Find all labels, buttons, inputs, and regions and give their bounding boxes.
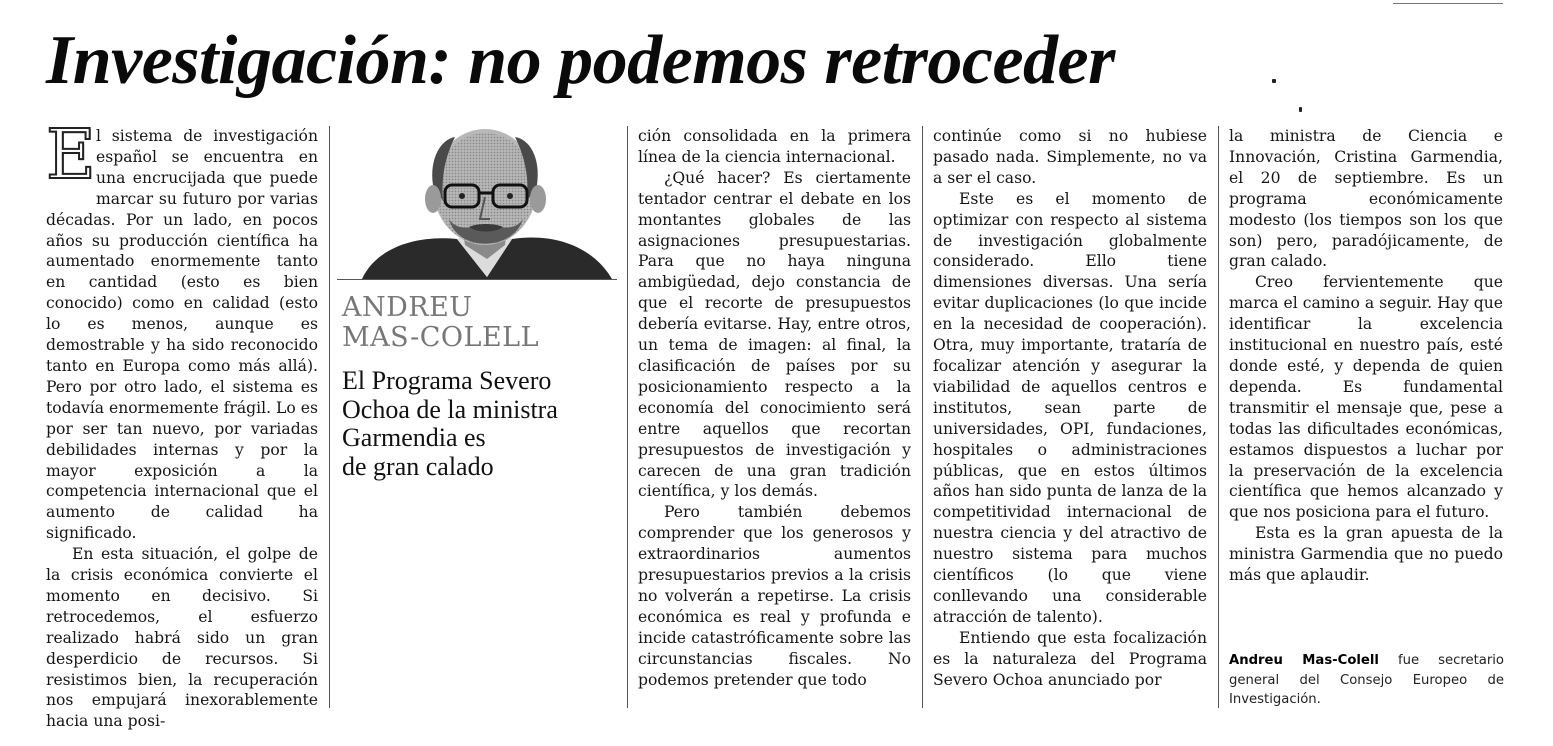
bio-text: fue secretario general del Consejo Europeo de Investigación. — [1229, 653, 1504, 707]
subhead-line: Garmendia es — [342, 423, 486, 452]
top-rule — [1393, 0, 1503, 4]
paragraph: ¿Qué hacer? Es ciertamente tentador centrar el debate en los montantes globales de las asignaciones presupuestarias. Para que no haya ninguna ambigüedad, dejo constancia de que el recorte de presupuestos debería evitarse. Hay, entre otros, un tema de imagen: al final, la clasificación de países por su posicionamiento respecto a la economía del conocimiento será entre aquellos que recortan presupuestos de investigación y carecen de una gran tradición científica, y los demás. — [638, 168, 911, 501]
headline: Investigación: no podemos retroceder — [46, 22, 1115, 99]
subhead-line: Ochoa de la ministra — [342, 394, 558, 424]
byline-first-name: ANDREU — [342, 292, 473, 323]
column-divider — [922, 126, 923, 708]
subhead-line: El Programa Severo — [342, 366, 552, 395]
print-speck — [1299, 107, 1302, 112]
author-bio — [1229, 651, 1504, 710]
article-column-3 — [638, 126, 911, 690]
paragraph-text: l sistema de investigación español se encuentra en una encrucijada que puede marcar su futuro por varias décadas. Por un lado, en pocos años su producción científica ha aumentado enormemente tanto en cantidad (esto es bien conocido) como en calidad (esto lo es menos, aunque es demostrable y ha sido reconocido tanto en Europa como más allá). Pero por otro lado, el sistema es todavía enormemente frágil. Lo es por ser tan nuevo, por variadas debilidades internas y por la mayor exposición a la competencia internacional que el aumento de calidad ha significado. — [46, 127, 318, 543]
paragraph: ción consolidada en la primera línea de la ciencia internacional. — [638, 127, 911, 166]
paragraph: Entiendo que esta focalización es la naturaleza del Programa Severo Ochoa anunciado por — [933, 628, 1207, 689]
column-divider — [1218, 126, 1219, 708]
column-divider — [627, 126, 628, 708]
bio-author-name: Andreu Mas-Colell — [1229, 653, 1379, 668]
paragraph: Creo fervientemente que marca el camino a seguir. Hay que identificar la excelencia institucional en nuestro país, esté donde esté, y dependa de quien dependa. Es fundamental transmitir el mensaje que, pese a todas las dificultades económicas, estamos dispuestos a luchar por la preservación de la excelencia científica que hemos alcanzado y que nos posiciona para el futuro. — [1229, 273, 1503, 522]
author-photo — [337, 127, 617, 279]
article-column-1 — [46, 116, 318, 732]
article-column-5 — [1229, 126, 1503, 586]
author-portrait-icon — [337, 127, 617, 279]
paragraph: la ministra de Ciencia e Innovación, Cristina Garmendia, el 20 de septiembre. Es un programa económicamente modesto (los tiempos son los que son) pero, paradójicamente, de gran calado. — [1229, 127, 1503, 271]
paragraph: Pero también debemos comprender que los generosos y extraordinarios aumentos presupuestarios previos a la crisis no volverán a repetirse. La crisis económica es real y profunda e incide catastróficamente sobre las circunstancias fiscales. No podemos pretender que todo — [638, 503, 911, 689]
paragraph: continúe como si no hubiese pasado nada. Simplemente, no va a ser el caso. — [933, 127, 1207, 187]
byline — [342, 293, 592, 353]
paragraph: En esta situación, el golpe de la crisis económica convierte el momento en decisivo. Si retrocedemos, el esfuerzo realizado habrá sido un gran desperdicio de recursos. Si resistimos bien, la recuperación nos empujará inexorablemente hacia una posi- — [46, 545, 318, 731]
photo-underline — [337, 279, 617, 280]
paragraph — [46, 116, 318, 544]
paragraph: Este es el momento de optimizar con respecto al sistema de investigación globalmente considerado. Ello tiene dimensiones diversas. Una sería evitar duplicaciones (lo que incide en la necesidad de cooperación). Otra, muy importante, trataría de focalizar atención y asegurar la viabilidad de aquellos centros e institutos, sean parte de universidades, OPI, fundaciones, hospitales o administraciones públicas, que en estos últimos años han sido punta de lanza de la competitividad internacional de nuestra ciencia y del atractivo de nuestro sistema para muchos científicos (lo que viene conllevando una considerable atracción de talento). — [933, 189, 1207, 626]
paragraph: Esta es la gran apuesta de la ministra Garmendia que no puedo más que aplaudir. — [1229, 524, 1503, 585]
column-divider — [329, 126, 330, 708]
subhead-line: de gran calado — [342, 451, 494, 481]
print-speck — [1272, 79, 1276, 83]
drop-cap: E — [46, 116, 96, 195]
subheadline — [342, 367, 618, 481]
byline-last-name: MAS-COLELL — [342, 322, 540, 353]
article-column-4 — [933, 126, 1207, 690]
